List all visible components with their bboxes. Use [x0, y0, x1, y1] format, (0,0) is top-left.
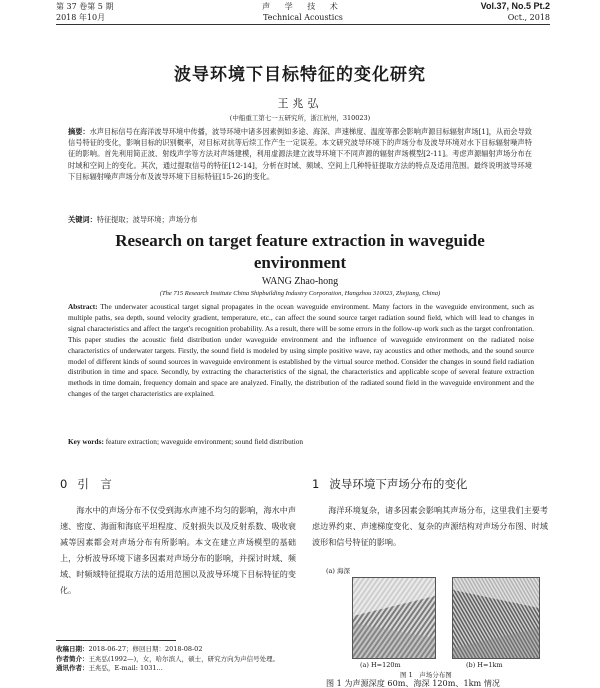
- sound-field-image-a: [353, 578, 435, 658]
- keywords-zh-text: 特征提取；波导环境；声场分布: [96, 215, 198, 224]
- author-zh: 王兆弘: [277, 97, 323, 110]
- section-0-body: 海水中的声场分布不仅受到海水声速不均匀的影响，海水中声速、密度、海面和海底平坦程度、反射损失以及反射系数、吸收衰减等因素都会对声场分布有所影响。本文在建立声场模型的基础上，分析波导环境下诸多因素对声场分布的影响，并探讨时域、频域、时频域特征提取方法的适用范围以及波导环境下目标特征的变化。: [60, 505, 296, 595]
- abstract-zh-text: 水声目标信号在海洋波导环境中传播，波导环境中诸多因素例如多途、海深、声速梯度、温度等都会影响声源目标辐射声场[1]，从而会导致信号特征的变化，影响目标的识别概率，对目标对抗等后续工作产生一定误差。本文研究波导环境下的声场分布及波导环境对水下目标辐射噪声特征的影响。首先利用简正波、射线声学等方法对声场建模，利用虚源法建立波导环境下不同声源的辐射声场模型[2-11]。考虑声源辐射声场分布在时域和空间上的变化。其次，通过提取信号的特征[12-14]，分析在时域、频域、空间上几种特征提取方法的特点及适用范围。最终说明波导环境下目标辐射噪声声场分布及波导环境下目标特征[15-26]的变化。: [68, 127, 532, 181]
- footnote-contact: 通讯作者：王兆弘，E-mail: 1031...: [56, 664, 163, 673]
- author-en: WANG Zhao-hong: [261, 276, 339, 287]
- section-1-body: 海洋环境复杂，诸多因素会影响其声场分布，这里我们主要考虑边界约束、声速梯度变化、复杂的声源结构对声场分布图、时域波形和信号特征的影响。: [312, 505, 548, 547]
- keywords-zh: [68, 214, 532, 225]
- title-zh: 波导环境下目标特征的变化研究: [174, 65, 426, 85]
- figure-caption-b: (b) H=1km: [466, 661, 503, 669]
- section-0-title: 引 言: [77, 477, 112, 491]
- section-1-number: 1: [312, 477, 320, 491]
- affiliation-en: (The 715 Research Institute China Shipbuilding Industry Corporation, Hangzhou 310023, Zhejiang, China): [159, 290, 441, 297]
- abstract-en: [68, 302, 534, 400]
- figure-reference-line: 图 1 为声源深度 60m、海深 120m、1km 情况: [326, 678, 500, 688]
- abstract-en-label: Abstract:: [68, 302, 98, 311]
- abstract-zh-label: 摘要：: [68, 127, 90, 136]
- figure-caption-a: (a) H=120m: [360, 661, 401, 669]
- title-en-line1: Research on target feature extraction in waveguide: [115, 231, 485, 250]
- abstract-en-text: The underwater acoustical target signal propagates in the ocean waveguide environment. Many factors in the waveguide environment, such as multiple paths, sea depth, sound velocity gradient, temperature, etc., can affect the sound source target radiation sound field, which will lead to changes in signal characteristics and affect the target's recognition probability. As a result, there will be some errors in the follow-up work such as the target confrontation. This paper studies the acoustic field distribution under waveguide environment and the influence of waveguide environment on the radiated noise characteristics of underwater targets. Firstly, the sound field is modeled by using simple positive wave, ray acoustics and other methods, and the sound source model of different kinds of sound sources in waveguide environment is established by the virtual source method. Consider the changes in sound field radiation distribution in time and space. Secondly, by extracting the characteristics of the signal, the characteristics and applicable scope of several feature extraction methods in time domain, frequency domain and space are analyzed. Finally, the distribution of the radiated sound field in the waveguide environment and the changes of the target characteristics are explained.: [68, 302, 534, 399]
- figure-sublabel-a: (a) 海深: [326, 567, 351, 575]
- header-journal: 声 学 技 术 Technical Acoustics: [262, 2, 344, 22]
- title-en-line2: environment: [253, 253, 347, 272]
- section-1-heading: [312, 477, 467, 491]
- sound-field-image-b: [453, 578, 539, 658]
- keywords-en-label: Key words:: [68, 437, 104, 446]
- header-issue: 第 37 卷第 5 期 2018 年10月: [56, 2, 114, 22]
- keywords-zh-label: 关键词：: [68, 215, 97, 224]
- footnote-received: 收稿日期：2018-06-27；修回日期：2018-08-02: [56, 645, 203, 653]
- figure-panel-b: [452, 577, 540, 659]
- section-0-heading: [60, 477, 112, 491]
- section-0-number: 0: [60, 477, 68, 491]
- figure-caption: 图 1 声场分布图: [400, 671, 452, 679]
- header-volume: Vol.37, No.5 Pt.2 Oct., 2018: [480, 1, 550, 22]
- section-1-title: 波导环境下声场分布的变化: [329, 477, 468, 491]
- keywords-en-text: feature extraction; waveguide environment; sound field distribution: [105, 437, 304, 446]
- affiliation-zh: (中船重工第七一五研究所，浙江杭州，310023): [229, 114, 371, 122]
- title-en: [40, 230, 560, 274]
- footnote: [56, 645, 296, 674]
- figure-panel-a: [352, 577, 436, 659]
- keywords-en: [68, 437, 534, 447]
- abstract-zh: [68, 126, 532, 182]
- footnote-author: 作者简介：王兆弘(1992—)，女，哈尔滨人，硕士，研究方向为声信号处理。: [56, 654, 280, 663]
- running-header: [56, 0, 550, 25]
- footnote-rule: [56, 640, 176, 641]
